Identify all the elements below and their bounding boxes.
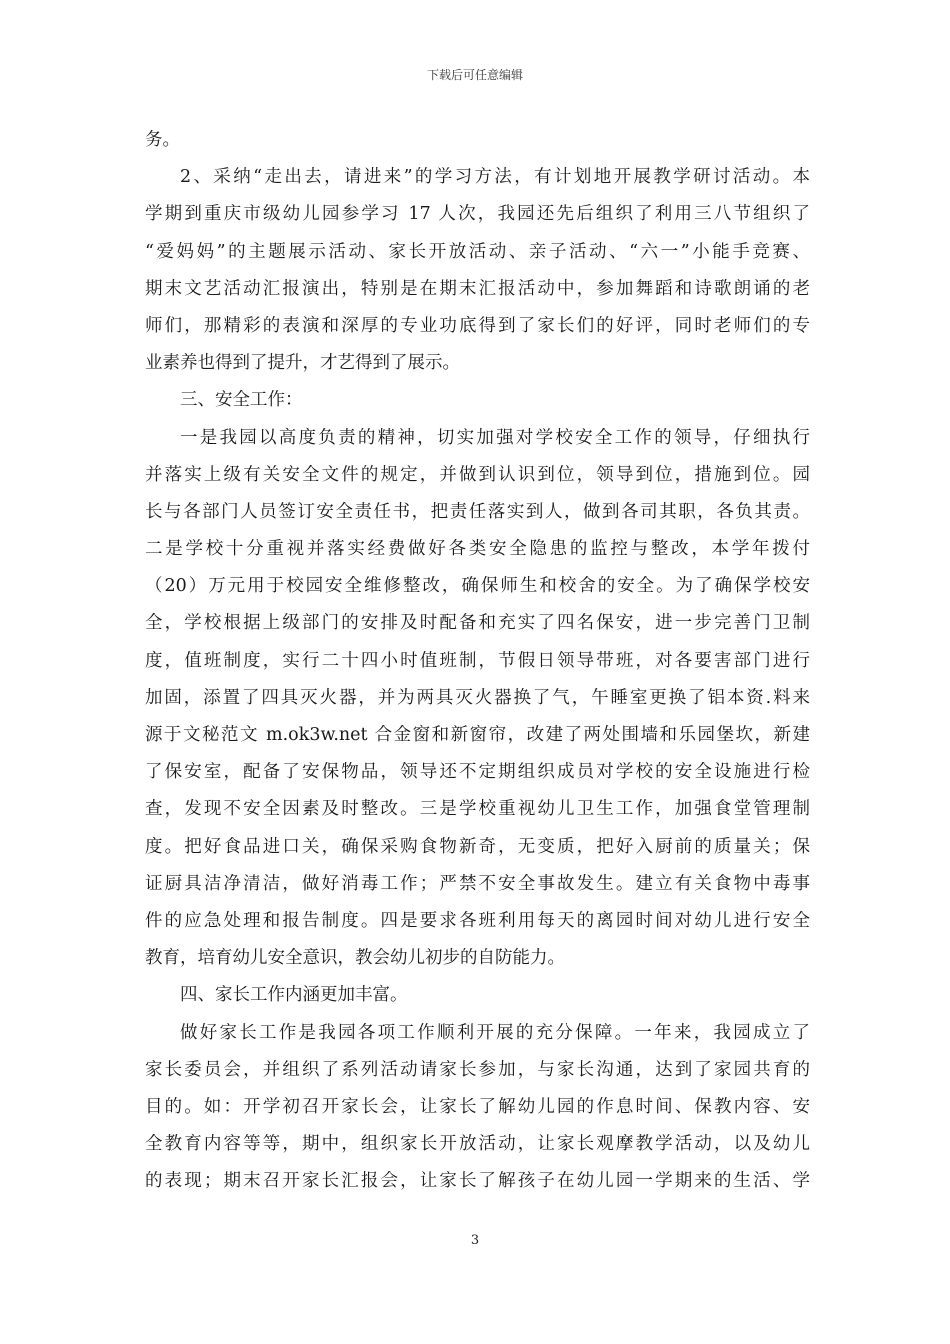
- text-line: 度，值班制度，实行二十四小时值班制，节假日领导带班，对各要害部门进行: [145, 650, 810, 671]
- text-line: 做好家长工作是我园各项工作顺利开展的充分保障。一年来，我园成立了: [180, 1022, 810, 1043]
- body-text: [145, 122, 810, 1200]
- text-line: 度。把好食品进口关，确保采购食物新奇，无变质，把好入厨前的质量关；保: [145, 836, 810, 857]
- text-line: 一是我园以高度负责的精神，切实加强对学校安全工作的领导，仔细执行: [180, 427, 810, 448]
- text-line: 的表现；期末召开家长汇报会，让家长了解孩子在幼儿园一学期来的生活、学: [145, 1171, 810, 1192]
- text-line: 师们，那精彩的表演和深厚的专业功底得到了家长们的好评，同时老师们的专: [145, 315, 810, 336]
- text-line: 三、安全工作：: [180, 390, 303, 411]
- text-line: 了保安室，配备了安保物品，领导还不定期组织成员对学校的安全设施进行检: [145, 762, 810, 783]
- text-line: 务。: [145, 130, 180, 150]
- text-line: 目的。如：开学初召开家长会，让家长了解幼儿园的作息时间、保教内容、安: [145, 1096, 810, 1117]
- text-line: 全，学校根据上级部门的安排及时配备和充实了四名保安，进一步完善门卫制: [145, 613, 810, 634]
- text-line: 件的应急处理和报告制度。四是要求各班利用每天的离园时间对幼儿进行安全: [145, 910, 810, 931]
- text-line: 四、家长工作内涵更加丰富。: [180, 985, 408, 1006]
- text-line: 教育，培育幼儿安全意识，教会幼儿初步的自防能力。: [145, 948, 565, 969]
- page-header: 下载后可任意编辑: [426, 68, 523, 82]
- text-line: 二是学校十分重视并落实经费做好各类安全隐患的监控与整改，本学年拨付: [145, 539, 810, 560]
- text-line: 加固，添置了四具灭火器，并为两具灭火器换了气，午睡室更换了铝本资.料来: [145, 687, 810, 708]
- text-line: 证厨具洁净清洁，做好消毒工作；严禁不安全事故发生。建立有关食物中毒事: [145, 873, 810, 894]
- text-line: “爱妈妈”的主题展示活动、家长开放活动、亲子活动、“六一”小能手竞赛、: [145, 241, 810, 262]
- text-line: 源于文秘范文 m.ok3w.net 合金窗和新窗帘，改建了两处围墙和乐园堡坎，新建: [145, 725, 810, 745]
- text-line: 查，发现不安全因素及时整改。三是学校重视幼儿卫生工作，加强食堂管理制: [145, 799, 810, 820]
- text-line: 家长委员会，并组织了系列活动请家长参加，与家长沟通，达到了家园共育的: [145, 1059, 810, 1080]
- text-line: 期末文艺活动汇报演出，特别是在期末汇报活动中，参加舞蹈和诗歌朗诵的老: [145, 278, 810, 299]
- text-line: 学期到重庆市级幼儿园参学习 17 人次，我园还先后组织了利用三八节组织了: [145, 204, 810, 225]
- text-line: （20）万元用于校园安全维修整改，确保师生和校舍的安全。为了确保学校安: [145, 576, 810, 597]
- text-line: 全教育内容等等，期中，组织家长开放活动，让家长观摩教学活动，以及幼儿: [145, 1134, 810, 1155]
- text-line: 业素养也得到了提升，才艺得到了展示。: [145, 353, 460, 374]
- text-line: 2、采纳“走出去，请进来”的学习方法，有计划地开展教学研讨活动。本: [180, 167, 810, 188]
- page-number: 3: [470, 1233, 480, 1248]
- text-line: 长与各部门人员签订安全责任书，把责任落实到人，做到各司其职，各负其责。: [145, 501, 810, 522]
- text-line: 并落实上级有关安全文件的规定，并做到认识到位，领导到位，措施到位。园: [145, 464, 810, 485]
